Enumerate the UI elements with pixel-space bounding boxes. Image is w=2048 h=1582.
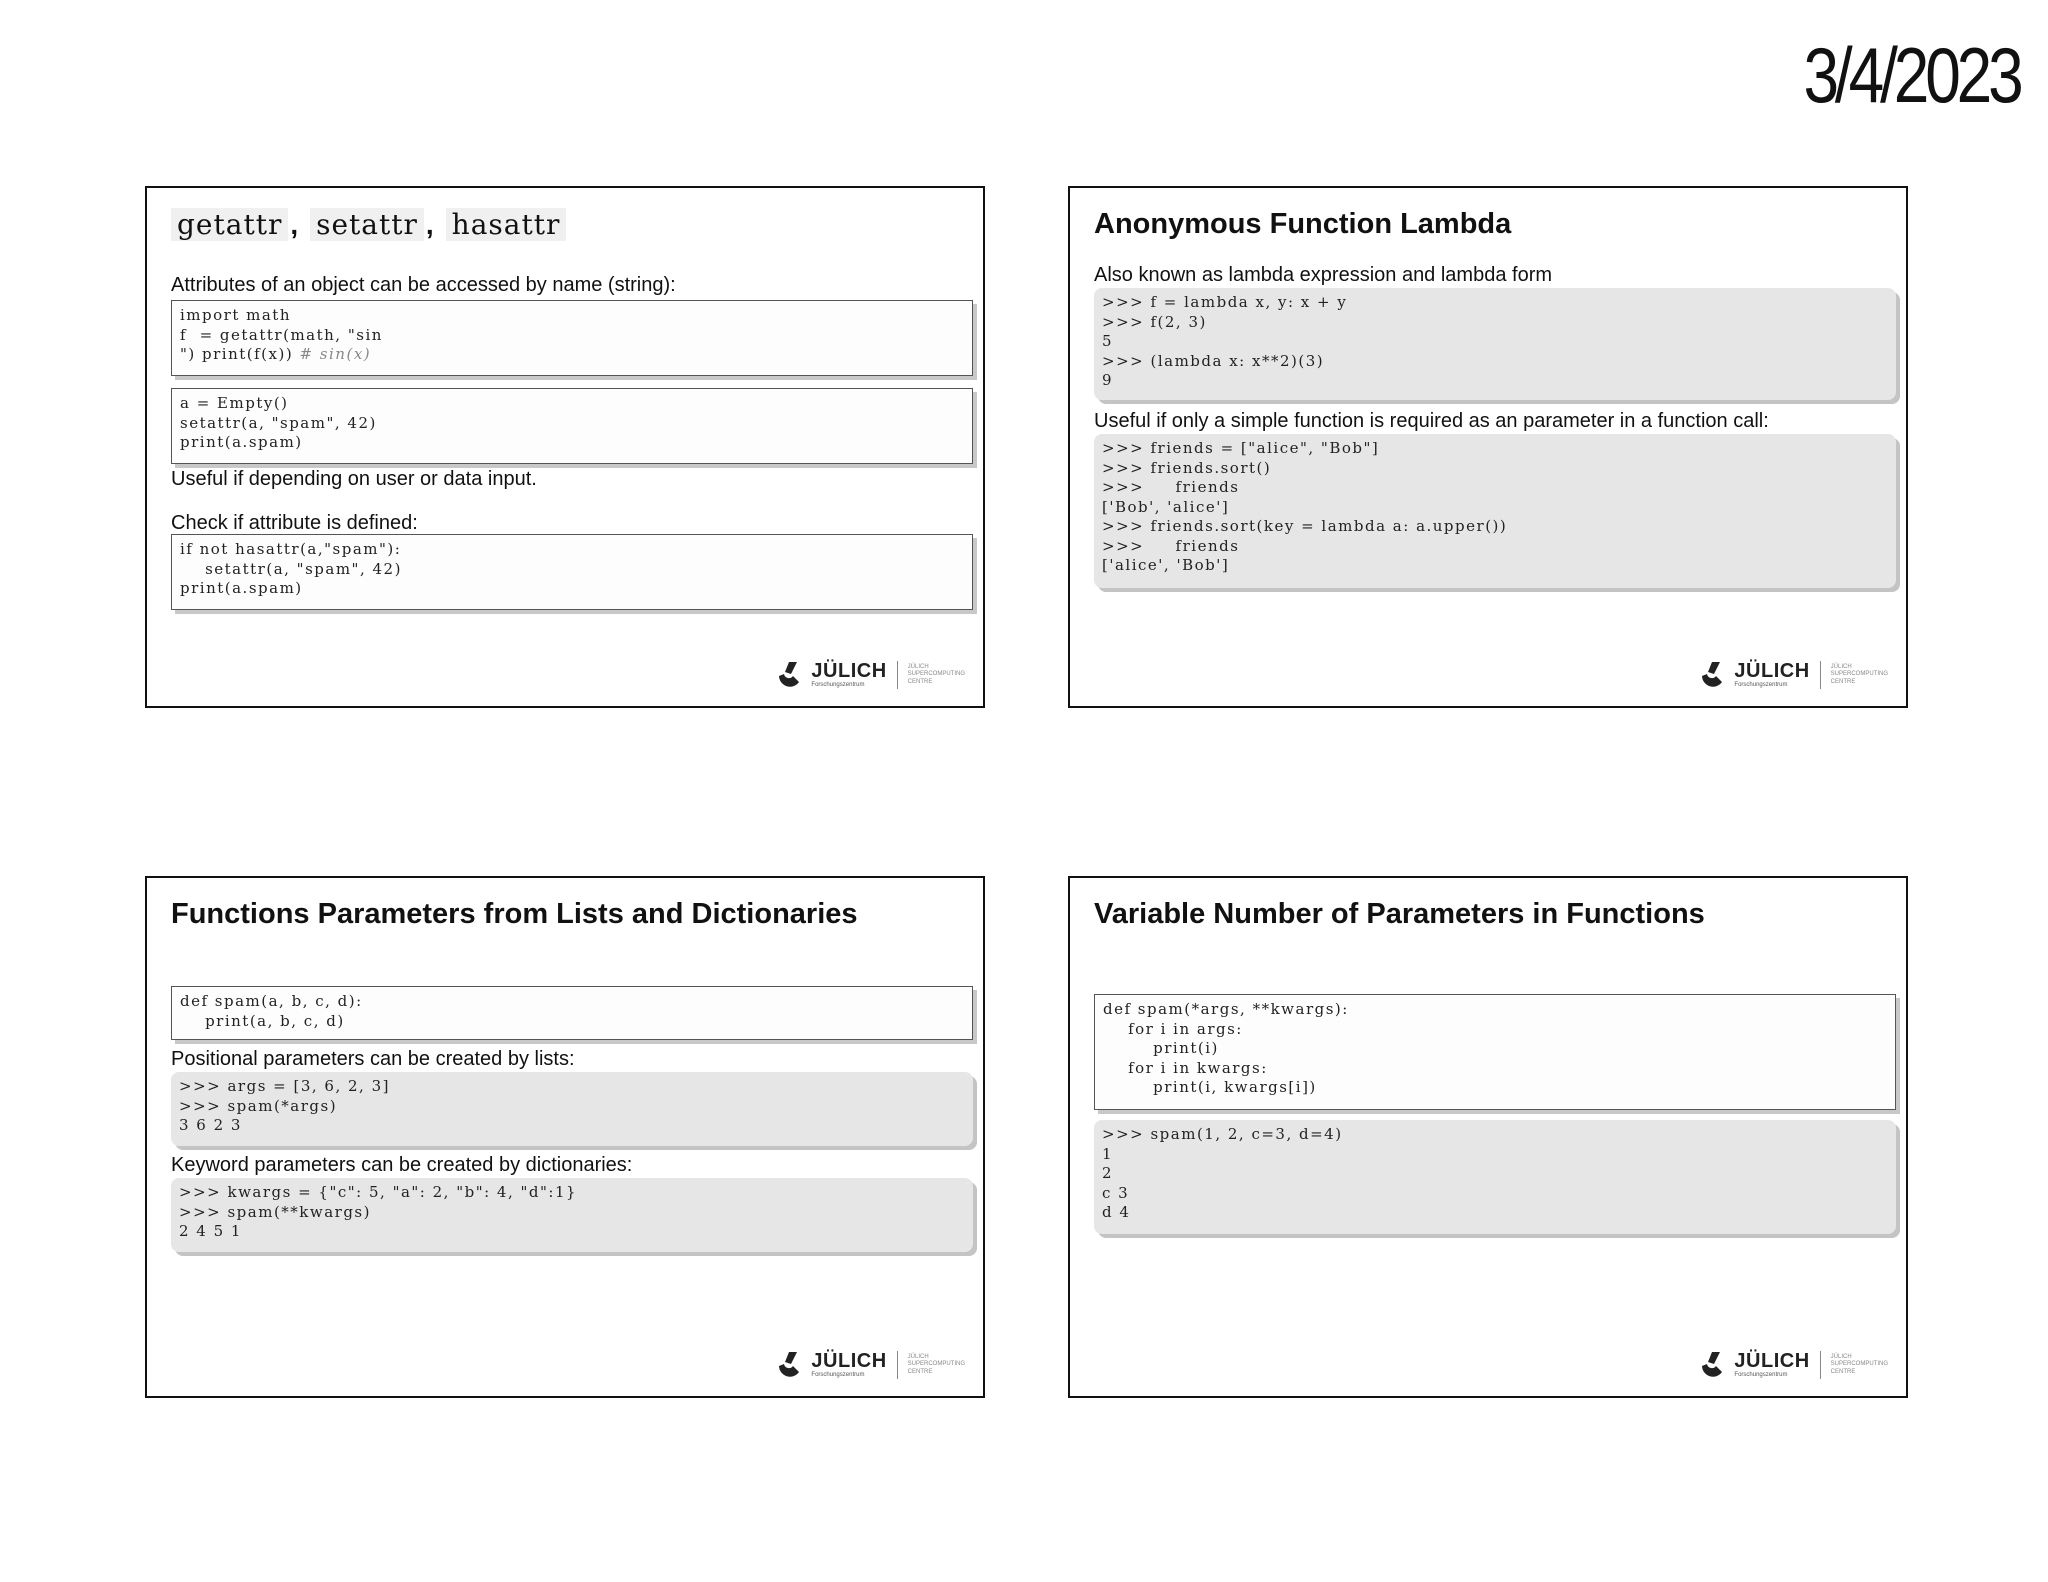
logo-centre-line: JÜLICH bbox=[907, 1353, 929, 1360]
logo-sub: Forschungszentrum bbox=[1734, 1372, 1788, 1378]
slide-getattr bbox=[145, 186, 985, 708]
code-text: >>> spam(1, 2, c=3, d=4) 1 2 c 3 d 4 bbox=[1102, 1125, 1343, 1221]
code-comment: # sin(x) bbox=[293, 345, 372, 363]
julich-logo-icon bbox=[1698, 660, 1728, 690]
julich-logo-icon bbox=[775, 660, 805, 690]
code-block bbox=[171, 388, 973, 464]
code-text: >>> kwargs = {"c": 5, "a": 2, "b": 4, "d":1} >>> spam(**kwargs) 2 4 5 1 bbox=[179, 1183, 578, 1240]
title-hasattr: hasattr bbox=[446, 208, 567, 241]
code-block bbox=[171, 1072, 973, 1146]
logo-centre-line: CENTRE bbox=[1830, 678, 1856, 685]
check-text: Check if attribute is defined: bbox=[171, 512, 418, 534]
slide-title: Variable Number of Parameters in Functions bbox=[1094, 898, 1705, 930]
intro-text: Also known as lambda expression and lambda form bbox=[1094, 264, 1553, 286]
julich-logo bbox=[775, 1350, 965, 1380]
slide-function-parameters bbox=[145, 876, 985, 1398]
keyword-text: Keyword parameters can be created by dictionaries: bbox=[171, 1154, 633, 1176]
julich-logo-icon bbox=[775, 1350, 805, 1380]
slide-lambda bbox=[1068, 186, 1908, 708]
code-block bbox=[1094, 288, 1896, 400]
code-text: >>> f = lambda x, y: x + y >>> f(2, 3) 5 >>> (lambda x: x**2)(3) 9 bbox=[1102, 293, 1348, 389]
code-block bbox=[1094, 434, 1896, 588]
logo-centre-line: CENTRE bbox=[1830, 1368, 1856, 1375]
slide-title bbox=[171, 208, 566, 241]
julich-logo bbox=[1698, 660, 1888, 690]
useful-text: Useful if depending on user or data input. bbox=[171, 468, 537, 490]
logo-sub: Forschungszentrum bbox=[1734, 682, 1788, 688]
code-block bbox=[171, 986, 973, 1040]
intro-text: Attributes of an object can be accessed by name (string): bbox=[171, 274, 676, 296]
julich-logo bbox=[1698, 1350, 1888, 1380]
code-text: import math f = getattr(math, "sin ") print(f(x)) bbox=[180, 306, 383, 363]
code-text: if not hasattr(a,"spam"): setattr(a, "spam", 42) print(a.spam) bbox=[180, 540, 402, 597]
code-block bbox=[171, 300, 973, 376]
logo-centre-line: CENTRE bbox=[907, 1368, 933, 1375]
logo-word: JÜLICH bbox=[1734, 1350, 1810, 1372]
code-text: >>> friends = ["alice", "Bob"] >>> friends.sort() >>> friends ['Bob', 'alice'] >>> friends.sort(key = lambda a: a.upper()) >>> friends ['alice', 'Bob'] bbox=[1102, 439, 1508, 574]
title-separator: , bbox=[425, 208, 434, 240]
logo-centre-line: SUPERCOMPUTING bbox=[1830, 1361, 1888, 1368]
julich-logo-icon bbox=[1698, 1350, 1728, 1380]
logo-sub: Forschungszentrum bbox=[811, 682, 865, 688]
logo-word: JÜLICH bbox=[1734, 660, 1810, 682]
logo-centre-line: JÜLICH bbox=[907, 663, 929, 670]
logo-centre-line: CENTRE bbox=[907, 678, 933, 685]
code-block bbox=[171, 534, 973, 610]
code-block bbox=[1094, 1120, 1896, 1234]
logo-word: JÜLICH bbox=[811, 660, 887, 682]
title-separator: , bbox=[290, 208, 299, 240]
positional-text: Positional parameters can be created by lists: bbox=[171, 1048, 575, 1070]
useful-text: Useful if only a simple function is required as an parameter in a function call: bbox=[1094, 410, 1769, 432]
logo-sub: Forschungszentrum bbox=[811, 1372, 865, 1378]
code-text: a = Empty() setattr(a, "spam", 42) print(a.spam) bbox=[180, 394, 377, 451]
code-block bbox=[1094, 994, 1896, 1110]
code-text: def spam(*args, **kwargs): for i in args: print(i) for i in kwargs: print(i, kwargs[i]) bbox=[1103, 1000, 1349, 1096]
slide-variable-parameters bbox=[1068, 876, 1908, 1398]
code-block bbox=[171, 1178, 973, 1252]
logo-centre-line: SUPERCOMPUTING bbox=[907, 671, 965, 678]
julich-logo bbox=[775, 660, 965, 690]
logo-word: JÜLICH bbox=[811, 1350, 887, 1372]
title-setattr: setattr bbox=[310, 208, 424, 241]
date-stamp: 3/4/2023 bbox=[1803, 31, 2020, 119]
slide-title: Functions Parameters from Lists and Dictionaries bbox=[171, 898, 858, 930]
title-getattr: getattr bbox=[171, 208, 288, 241]
logo-centre-line: SUPERCOMPUTING bbox=[907, 1361, 965, 1368]
code-text: def spam(a, b, c, d): print(a, b, c, d) bbox=[180, 992, 363, 1030]
logo-centre-line: SUPERCOMPUTING bbox=[1830, 671, 1888, 678]
logo-centre-line: JÜLICH bbox=[1830, 1353, 1852, 1360]
logo-centre-line: JÜLICH bbox=[1830, 663, 1852, 670]
code-text: >>> args = [3, 6, 2, 3] >>> spam(*args) 3 6 2 3 bbox=[179, 1077, 390, 1134]
slide-title: Anonymous Function Lambda bbox=[1094, 208, 1512, 240]
